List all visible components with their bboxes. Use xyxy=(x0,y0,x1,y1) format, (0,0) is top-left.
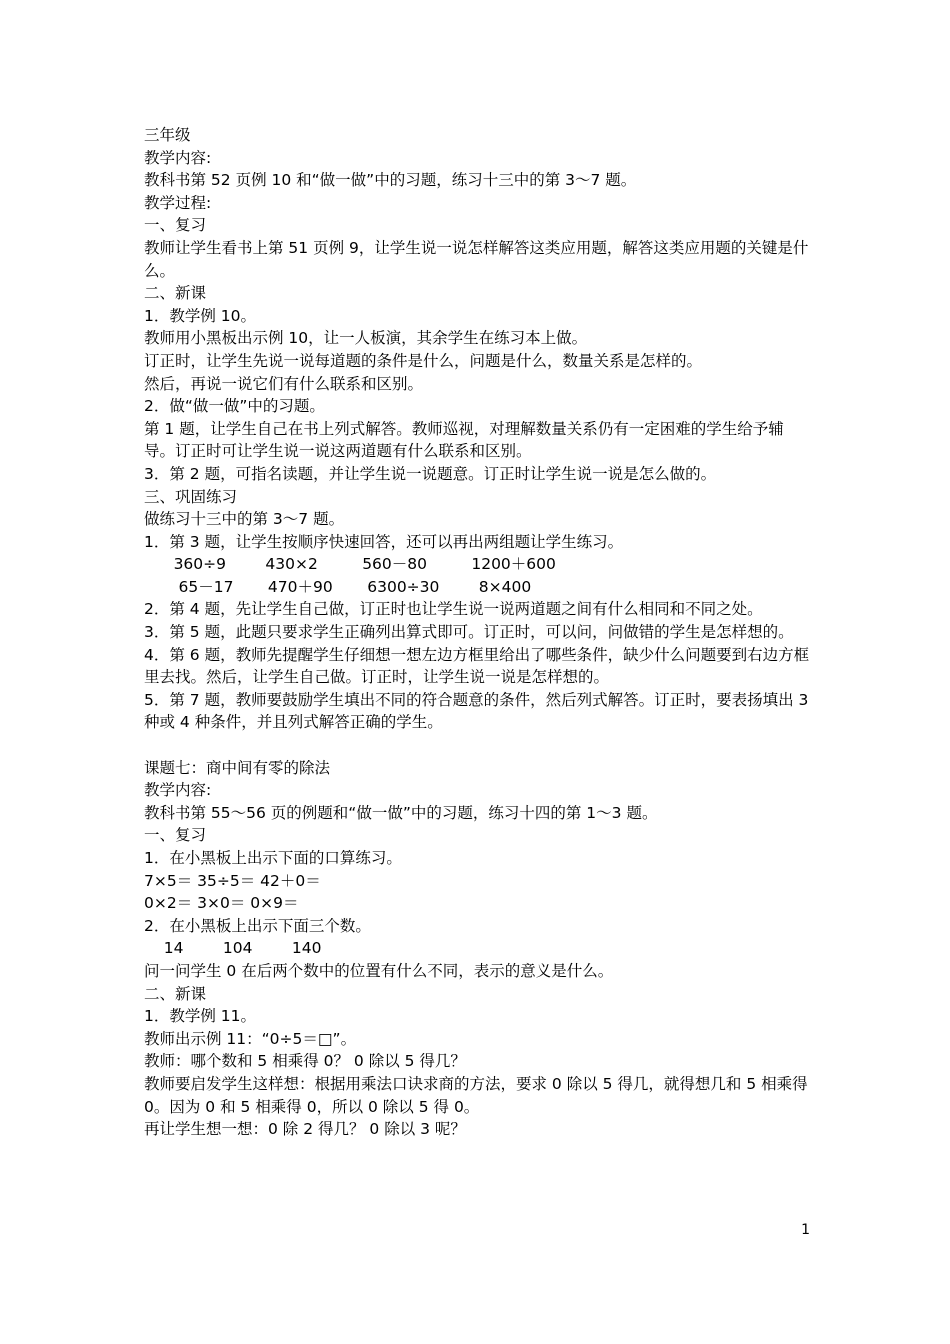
text-line: 一、复习 xyxy=(144,826,207,845)
text-line: 2．做“做一做”中的习题。 xyxy=(144,397,325,416)
text-line: 7×5＝ 35÷5＝ 42＋0＝ xyxy=(144,871,321,890)
text-line: 教学内容: xyxy=(144,781,212,800)
text-line: 1．教学例 11。 xyxy=(144,1007,257,1026)
text-line: 二、新课 xyxy=(144,284,207,303)
text-line: 2．在小黑板上出示下面三个数。 xyxy=(144,916,371,935)
text-line: 3．第 5 题，此题只要求学生正确列出算式即可。订正时，可以问，问做错的学生是怎样想的。 xyxy=(144,623,794,642)
text-line: 教科书第 55～56 页的例题和“做一做”中的习题，练习十四的第 1～3 题。 xyxy=(144,803,658,822)
page-number: 1 xyxy=(801,1222,810,1238)
text-line: 课题七：商中间有零的除法 xyxy=(144,758,331,777)
text-line: 1．在小黑板上出示下面的口算练习。 xyxy=(144,849,402,867)
text-line: 2．第 4 题，先让学生自己做，订正时也让学生说一说两道题之间有什么相同和不同之处。 xyxy=(144,600,763,619)
text-line: 3．第 2 题，可指名读题，并让学生说一说题意。订正时让学生说一说是怎么做的。 xyxy=(144,464,717,483)
text-line: 4．第 6 题，教师先提醒学生仔细想一想左边方框里给出了哪些条件，缺少什么问题要到右边方框里去找。然后，让学生自己做。订正时，让学生说一说是怎样想的。 xyxy=(144,645,810,687)
text-line: 教师让学生看书上第 51 页例 9，让学生说一说怎样解答这类应用题，解答这类应用题的关键是什么。 xyxy=(144,238,809,280)
text-line: 65－17 470＋90 6300÷30 8×400 xyxy=(144,577,532,596)
text-line: 14 104 140 xyxy=(144,939,322,958)
text-line: 然后，再说一说它们有什么联系和区别。 xyxy=(144,374,424,393)
text-line: 教学内容: xyxy=(144,148,212,167)
text-line: 问一问学生 0 在后两个数中的位置有什么不同，表示的意义是什么。 xyxy=(144,961,614,980)
text-line: 1．第 3 题，让学生按顺序快速回答，还可以再出两组题让学生练习。 xyxy=(144,532,624,551)
text-line: 教师出示例 11：“0÷5＝□”。 xyxy=(144,1029,357,1048)
text-line: 再让学生想一想：0 除 2 得几？ 0 除以 3 呢？ xyxy=(144,1120,466,1139)
text-line: 教师：哪个数和 5 相乘得 0？ 0 除以 5 得几？ xyxy=(144,1052,466,1071)
text-line: 1．教学例 10。 xyxy=(144,306,257,325)
text-line: 教师用小黑板出示例 10，让一人板演，其余学生在练习本上做。 xyxy=(144,329,588,348)
text-line: 三、巩固练习 xyxy=(144,487,238,506)
blank-line xyxy=(144,734,810,757)
text-line: 教科书第 52 页例 10 和“做一做”中的习题，练习十三中的第 3～7 题。 xyxy=(144,171,637,190)
text-line: 360÷9 430×2 560－80 1200＋600 xyxy=(144,555,556,574)
text-line: 教学过程: xyxy=(144,193,212,212)
document-body xyxy=(144,124,814,1141)
text-line: 第 1 题，让学生自己在书上列式解答。教师巡视，对理解数量关系仍有一定困难的学生给予辅导。订正时可让学生说一说这两道题有什么联系和区别。 xyxy=(144,419,784,461)
text-line: 一、复习 xyxy=(144,216,207,235)
text-line: 0×2＝ 3×0＝ 0×9＝ xyxy=(144,894,299,913)
text-line: 三年级 xyxy=(144,126,191,144)
text-line: 教师要启发学生这样想：根据用乘法口诀求商的方法，要求 0 除以 5 得几，就得想几和 5 相乘得 0。因为 0 和 5 相乘得 0，所以 0 除以 5 得 0。 xyxy=(144,1074,813,1116)
text-line: 二、新课 xyxy=(144,984,207,1003)
text-line: 订正时，让学生先说一说每道题的条件是什么，问题是什么，数量关系是怎样的。 xyxy=(144,351,703,370)
text-line: 做练习十三中的第 3～7 题。 xyxy=(144,510,345,529)
text-line: 5．第 7 题，教师要鼓励学生填出不同的符合题意的条件，然后列式解答。订正时，要表扬填出 3 种或 4 种条件，并且列式解答正确的学生。 xyxy=(144,690,814,732)
